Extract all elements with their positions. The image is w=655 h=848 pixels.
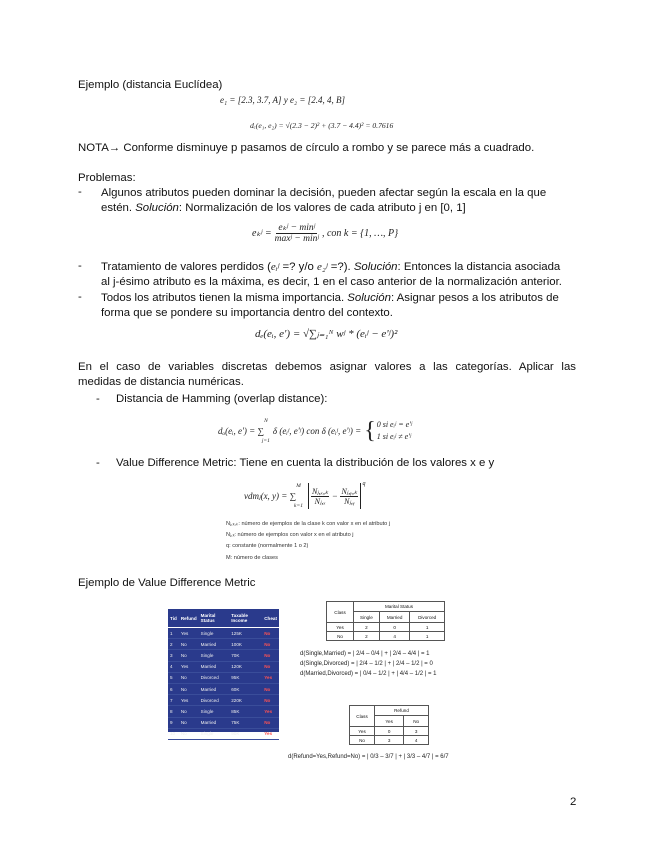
- formula-line: d(Single,Divorced) = | 2/4 – 1/2 | + | 2/4 – 1/2 | = 0: [300, 661, 433, 667]
- column-header: Divorced: [410, 612, 445, 623]
- abs-bar: [360, 483, 361, 509]
- eq-denominator: Nⱼ,ₓ: [314, 496, 326, 506]
- vdm-definition: q: constante (normalmente 1 o 2): [226, 543, 309, 550]
- eq-mid: δ (eᵢʲ, e'ʲ) con δ (eᵢʲ, e'ʲ) =: [272, 426, 362, 436]
- eq-numerator: Nⱼ,ₓ,ₖ: [311, 486, 329, 496]
- text-fragment: Todos los atributos tienen la misma importancia.: [101, 292, 348, 304]
- table-cell: No: [262, 628, 279, 639]
- refund-count-table: [349, 705, 429, 745]
- table-cell: Single: [199, 650, 230, 661]
- table-cell: No: [262, 661, 279, 672]
- math-fragment: eᵢʲ: [270, 261, 280, 273]
- column-header: No: [404, 716, 429, 727]
- vdm-label: Value Difference Metric: Tiene en cuenta la distribución de los valores x e y: [116, 457, 495, 469]
- text-fragment: : Asignar pesos a los atributos de: [390, 292, 559, 304]
- group-header: Marital Status: [354, 602, 445, 612]
- problems-heading: Problemas:: [78, 172, 136, 184]
- formula-line: d(Married,Divorced) = | 0/4 – 1/2 | + | 4/4 – 1/2 | = 1: [300, 671, 437, 677]
- class-header: Class: [350, 706, 375, 727]
- vdm-definition: Nⱼ,ₓ,ₖ: número de ejemplos de la clase k con valor x en el atributo j: [226, 521, 391, 527]
- table-cell: Yes: [262, 728, 279, 739]
- table-cell: No: [262, 639, 279, 650]
- table-cell: 2: [354, 632, 380, 641]
- text-fragment: : Normalización de los valores de cada atributo j en [0, 1]: [178, 202, 466, 214]
- text-fragment: : Entonces la distancia asociada: [397, 261, 561, 273]
- brace-glyph: {: [364, 418, 376, 444]
- eq-fraction: [275, 222, 319, 244]
- table-cell: No: [179, 650, 199, 661]
- hamming-label: Distancia de Hamming (overlap distance):: [116, 393, 328, 405]
- table-cell: 4: [379, 632, 409, 641]
- eq-fraction: [340, 487, 358, 506]
- equation-vectors: e₁ = [2.3, 3.7, A] y e₂ = [2.4, 4, B]: [220, 95, 345, 105]
- table-cell: Yes: [179, 695, 199, 706]
- bullet-marker: -: [78, 260, 82, 272]
- eq-cases: [377, 419, 412, 443]
- table-cell: No: [179, 728, 199, 739]
- eq-sum-limits: [294, 483, 303, 509]
- table-cell: 7: [168, 695, 179, 706]
- bullet-marker: -: [96, 457, 100, 469]
- table-row: [168, 650, 279, 661]
- table-cell: 85K: [229, 706, 262, 717]
- table-cell: 95K: [229, 672, 262, 683]
- eq-fraction: [311, 487, 329, 506]
- table-cell: Married: [199, 717, 230, 728]
- bullet-marker: -: [78, 291, 82, 303]
- table-cell: No: [179, 717, 199, 728]
- count-table: [349, 705, 429, 745]
- table-row: [168, 706, 279, 717]
- column-header: Cheat: [262, 609, 279, 628]
- vdm-definition: M: número de clases: [226, 554, 278, 561]
- vdm-definition: Nⱼ,ₓ: número de ejemplos con valor x en el atributo j: [226, 532, 354, 539]
- table-row: [168, 717, 279, 728]
- text-fragment: estén.: [101, 202, 136, 214]
- eq-numerator: eₖʲ − minʲ: [278, 223, 316, 233]
- table-cell: 125K: [229, 628, 262, 639]
- marital-distance-formulas: [300, 651, 436, 677]
- column-header: Refund: [179, 609, 199, 628]
- eq-denominator: maxʲ − minʲ: [274, 234, 319, 244]
- table-row: [350, 736, 429, 745]
- table-cell: 1: [410, 623, 445, 632]
- table-cell: Single: [199, 728, 230, 739]
- table-cell: No: [262, 695, 279, 706]
- table-cell: 100K: [229, 639, 262, 650]
- solution-label: Solución: [353, 261, 398, 273]
- bullet-1-line-2: [101, 201, 466, 215]
- table-cell: 60K: [229, 683, 262, 694]
- table-cell: 4: [168, 661, 179, 672]
- table-cell: Yes: [179, 628, 199, 639]
- sum-lower: j=1: [261, 438, 270, 444]
- table-cell: Divorced: [199, 695, 230, 706]
- equation-euclidean: dₑ(e₁, e₂) = √(2.3 − 2)² + (3.7 − 4.4)² = 0.7616: [250, 121, 394, 130]
- data-table: [168, 609, 279, 740]
- table-cell: Single: [199, 628, 230, 639]
- table-cell: No: [179, 639, 199, 650]
- solution-label: Solución: [135, 202, 179, 214]
- table-row: [168, 628, 279, 639]
- training-data-table: [168, 609, 279, 737]
- table-cell: 1: [168, 628, 179, 639]
- formula-line: d(Single,Married) = | 2/4 – 0/4 | + | 2/4 – 4/4 | = 1: [300, 651, 430, 657]
- sum-upper: M: [296, 483, 301, 489]
- column-header: Single: [354, 612, 380, 623]
- eq-denominator: Nⱼ,ᵧ: [344, 496, 355, 506]
- group-header: Refund: [375, 706, 429, 716]
- eq-case-1: 0 si eᵢʲ = e'ʲ: [376, 420, 413, 429]
- discrete-paragraph-line-2: medidas de distancia numéricas.: [78, 376, 244, 388]
- table-row: [350, 727, 429, 736]
- table-cell: No: [262, 650, 279, 661]
- vdm-definitions: [226, 520, 390, 562]
- table-cell: Yes: [327, 623, 354, 632]
- table-cell: Married: [199, 661, 230, 672]
- table-cell: 2: [354, 623, 380, 632]
- table-cell: 8: [168, 706, 179, 717]
- math-fragment: e₂ʲ: [317, 261, 328, 273]
- refund-distance-formula: d(Refund=Yes,Refund=No) = | 0/3 – 3/7 | + | 3/3 – 4/7 | = 6/7: [288, 754, 449, 760]
- table-row: [168, 672, 279, 683]
- bullet-2-line-2: al j-ésimo atributo es la máxima, es decir, 1 en el caso anterior de la normalización anterior.: [101, 276, 562, 288]
- table-cell: 220K: [229, 695, 262, 706]
- table-cell: 3: [375, 736, 404, 745]
- table-cell: No: [179, 672, 199, 683]
- table-cell: Yes: [179, 661, 199, 672]
- table-cell: 90K: [229, 728, 262, 739]
- equation-normalization: [252, 222, 398, 244]
- table-cell: Yes: [262, 706, 279, 717]
- table-row: [168, 683, 279, 694]
- table-cell: 5: [168, 672, 179, 683]
- minus-glyph: −: [332, 491, 338, 501]
- table-cell: No: [179, 706, 199, 717]
- table-cell: 75K: [229, 717, 262, 728]
- class-header: Class: [327, 602, 354, 623]
- example-heading: Ejemplo (distancia Euclídea): [78, 79, 223, 91]
- table-header-row: [350, 706, 429, 716]
- table-cell: No: [179, 683, 199, 694]
- table-cell: 3: [404, 727, 429, 736]
- table-cell: Yes: [262, 672, 279, 683]
- table-cell: 6: [168, 683, 179, 694]
- table-cell: Divorced: [199, 672, 230, 683]
- table-cell: 0: [379, 623, 409, 632]
- bullet-3-line-1: [101, 291, 559, 305]
- eq-lhs: dₒ(eᵢ, e') = ∑: [218, 426, 264, 436]
- table-row: [168, 728, 279, 739]
- eq-numerator: Nⱼ,ᵧ,ₖ: [341, 486, 358, 496]
- text-fragment: Tratamiento de valores perdidos (: [101, 261, 271, 273]
- column-header: Taxable Income: [229, 609, 262, 628]
- table-row: [168, 661, 279, 672]
- eq-case-2: 1 si eᵢʲ ≠ e'ʲ: [376, 432, 412, 441]
- discrete-paragraph-line-1: En el caso de variables discretas debemos asignar valores a las categorías. Aplicar las: [78, 361, 576, 373]
- table-cell: Married: [199, 683, 230, 694]
- text-fragment: =?).: [327, 261, 354, 273]
- table-cell: 120K: [229, 661, 262, 672]
- column-header: Marital Status: [199, 609, 230, 628]
- eq-lhs: eₖʲ =: [252, 227, 272, 239]
- column-header: Yes: [375, 716, 404, 727]
- table-cell: Married: [199, 639, 230, 650]
- table-cell: No: [327, 632, 354, 641]
- eq-exponent: q: [362, 481, 366, 487]
- table-cell: 1: [410, 632, 445, 641]
- table-cell: 2: [168, 639, 179, 650]
- table-header-row: [168, 609, 279, 628]
- solution-label: Solución: [347, 292, 391, 304]
- table-cell: No: [350, 736, 375, 745]
- eq-rhs: , con k = {1, …, P}: [321, 227, 399, 239]
- eq-lhs: vdmⱼ(x, y) = ∑: [244, 490, 297, 501]
- bullet-marker: -: [78, 186, 82, 198]
- marital-status-count-table: [326, 601, 445, 641]
- table-cell: No: [262, 683, 279, 694]
- page-number: 2: [570, 796, 577, 808]
- table-body: [168, 628, 279, 740]
- table-cell: 9: [168, 717, 179, 728]
- sum-upper: N: [264, 418, 268, 424]
- bullet-3-line-2: forma que se pondere su importancia dentro del contexto.: [101, 307, 393, 319]
- table-cell: 0: [375, 727, 404, 736]
- column-header: Tid: [168, 609, 179, 628]
- table-row: [327, 623, 445, 632]
- table-cell: Single: [199, 706, 230, 717]
- equation-vdm: [244, 477, 365, 515]
- abs-bar: [308, 483, 309, 509]
- table-row: [168, 639, 279, 650]
- table-cell: 4: [404, 736, 429, 745]
- text-fragment: =? y/o: [279, 261, 318, 273]
- bullet-1-line-1: Algunos atributos pueden dominar la decisión, pueden afectar según la escala en la que: [101, 187, 547, 199]
- bullet-marker: -: [96, 393, 100, 405]
- table-row: [327, 632, 445, 641]
- count-table: [326, 601, 445, 641]
- table-row: [168, 695, 279, 706]
- table-cell: 10: [168, 728, 179, 739]
- equation-hamming: [218, 413, 412, 449]
- nota-line: NOTA→ Conforme disminuye p pasamos de círculo a rombo y se parece más a cuadrado.: [78, 142, 535, 154]
- equation-weighted-distance: dₑ(eᵢ, e') = √∑ⱼ₌₁ᴺ wʲ * (eᵢʲ − e'ʲ)²: [255, 328, 398, 340]
- sum-lower: k=1: [294, 503, 303, 509]
- table-cell: No: [262, 717, 279, 728]
- vdm-example-heading: Ejemplo de Value Difference Metric: [78, 577, 256, 589]
- table-cell: 70K: [229, 650, 262, 661]
- bullet-2-line-1: [101, 260, 577, 274]
- table-cell: 3: [168, 650, 179, 661]
- column-header: Married: [379, 612, 409, 623]
- table-header-row: [327, 602, 445, 612]
- table-cell: Yes: [350, 727, 375, 736]
- eq-sum-limits: [262, 418, 270, 444]
